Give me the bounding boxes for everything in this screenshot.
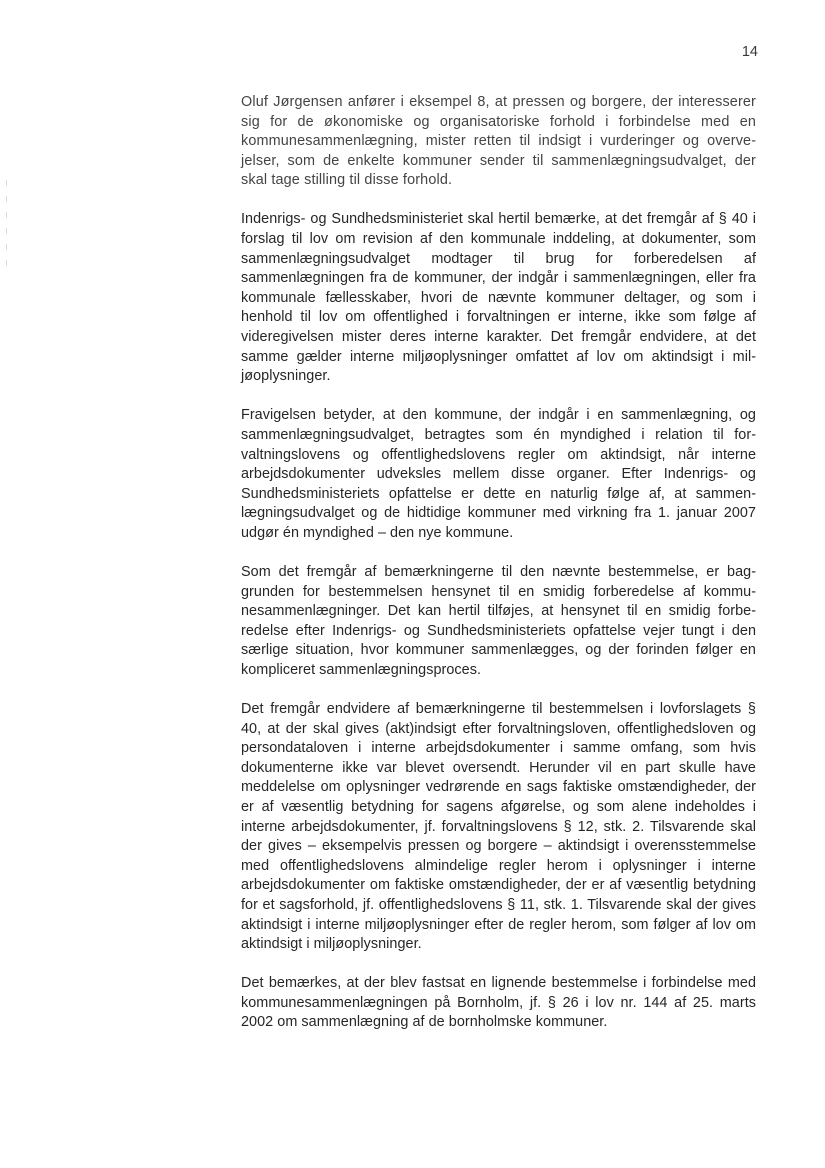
document-body — [241, 93, 756, 1053]
paragraph-oluf-jorgensen: Oluf Jørgensen anfører i eksempel 8, at pressen og borgere, der interesserer sig for de økonomiske og organisatoriske forhold i forbindelse med en kommunesammenlægning, mister retten til indsigt i vurderinger og overvejelser, som de enkelte kommuner sender til sammenlægningsudvalget, der skal tage stilling til disse forhold. — [241, 94, 756, 189]
scan-mark — [6, 228, 7, 234]
scan-mark — [6, 180, 7, 186]
page-number: 14 — [741, 44, 758, 60]
scan-mark — [6, 260, 7, 266]
paragraph-bornholm: Det bemærkes, at der blev fastsat en lignende bestemmelse i forbindelse med kommunesammenlægningen på Bornholm, jf. § 26 i lov nr. 144 af 25. marts 2002 om sammenlægning af de bornholmske kommuner. — [241, 975, 756, 1031]
scan-mark — [6, 244, 7, 250]
scan-edge-marks — [4, 180, 10, 300]
scan-mark — [6, 196, 7, 202]
paragraph-baggrund: Som det fremgår af bemærkningerne til den nævnte bestemmelse, er baggrunden for bestemmelsen hensynet til en smidig forberedelse af kommunesammenlægninger. Det kan hertil tilføjes, at hensynet til en smidig forberedelse efter Indenrigs- og Sundhedsministeriets opfattelse vejer tungt i den særlige situation, hvor kommuner sammenlægges, og der forinden følger en kompliceret sammenlægningsproces. — [241, 563, 756, 678]
scan-mark — [6, 212, 7, 218]
paragraph-ministry-response: Indenrigs- og Sundhedsministeriet skal hertil bemærke, at det fremgår af § 40 i forslag til lov om revision af den kommunale inddeling, at dokumenter, som sammenlægningsudvalget modtager til brug for forberedelsen af sammenlægningen fra de kommuner, der indgår i sammenlægningen, eller fra kommunale fællesskaber, hvori de nævnte kommuner deltager, og som i henhold til lov om offentlighed i forvaltningen er interne, ikke som følge af videregivelsen mister deres interne karakter. Det fremgår endvidere, at det samme gælder interne miljøoplysninger omfattet af lov om aktindsigt i miljøoplysninger. — [241, 211, 756, 385]
paragraph-aktindsigt: Det fremgår endvidere af bemærkningerne til bestemmelsen i lovforslagets § 40, at der skal gives (akt)indsigt efter forvaltningsloven, offentlighedsloven og persondataloven i interne arbejdsdokumenter i samme omfang, som hvis dokumenterne ikke var blevet oversendt. Herunder vil en part skulle have meddelelse om oplysninger vedrørende en sags faktiske omstændigheder, der er af væsentlig betydning for sagens afgørelse, og som alene indeholdes i interne arbejdsdokumenter, jf. forvaltningslovens § 12, stk. 2. Tilsvarende skal der gives – eksempelvis pressen og borgere – aktindsigt i overensstemmelse med offentlighedslovens almindelige regler herom i oplysninger i interne arbejdsdokumenter om faktiske omstændigheder, der er af væsentlig betydning for et sagsforhold, jf. offentlighedslovens § 11, stk. 1. Tilsvarende skal der gives aktindsigt i interne miljøoplysninger efter de regler herom, som følger af lov om aktindsigt i miljøoplysninger. — [241, 701, 756, 953]
paragraph-fravigelsen: Fravigelsen betyder, at den kommune, der indgår i en sammenlægning, og sammenlægningsudvalget, betragtes som én myndighed i relation til forvaltningslovens og offentlighedslovens regler om aktindsigt, når interne arbejdsdokumenter udveksles mellem disse organer. Efter Indenrigs- og Sundhedsministeriets opfattelse er dette en naturlig følge af, at sammenlægningsudvalget og de hidtidige kommuner med virkning fra 1. januar 2007 udgør én myndighed – den nye kommune. — [241, 407, 756, 541]
